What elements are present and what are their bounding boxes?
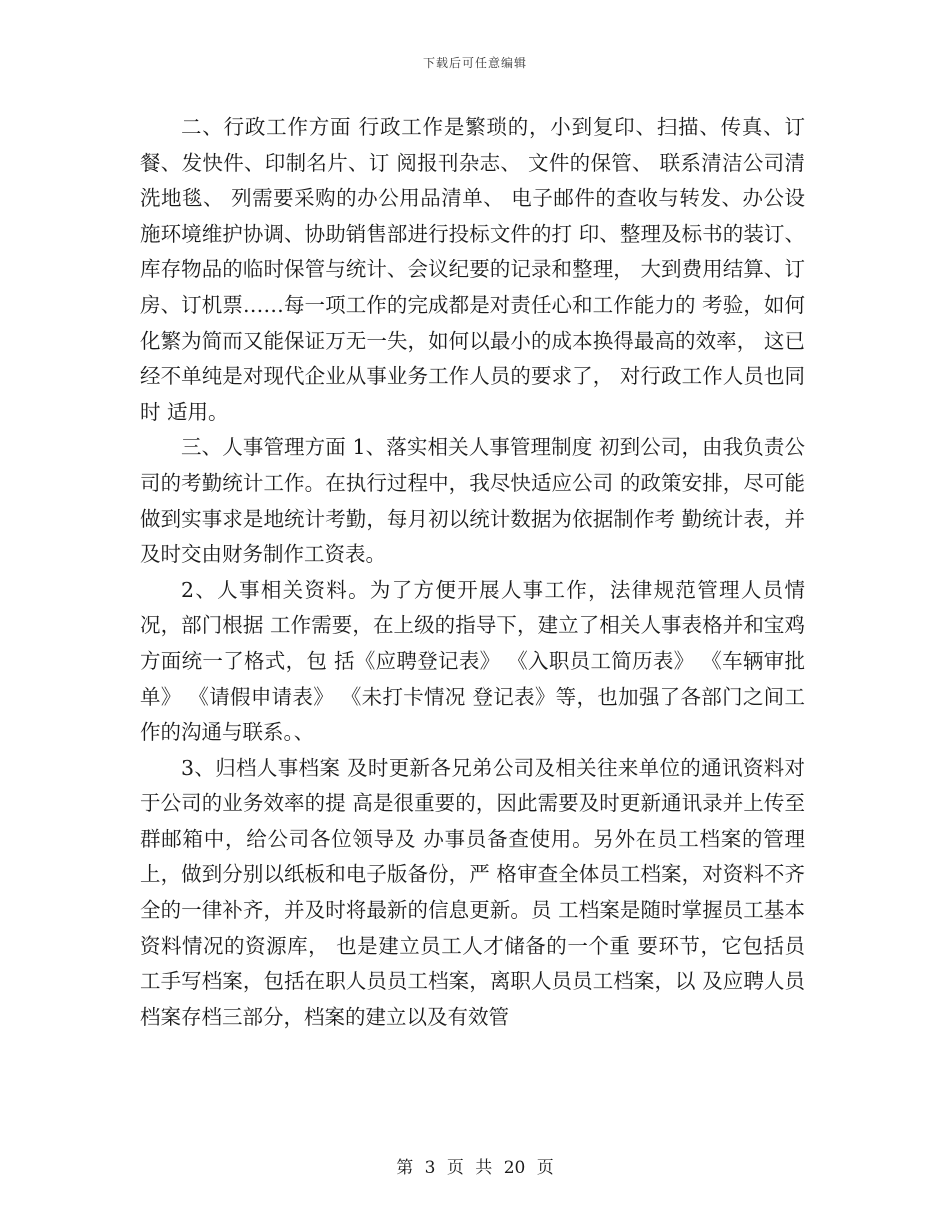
page-number-footer: 第 3 页 共 20 页 bbox=[396, 1158, 554, 1178]
document-body bbox=[140, 110, 805, 1035]
paragraph-hr-archives: 3、归档人事档案 及时更新各兄弟公司及相关往来单位的通讯资料对于公司的业务效率的提 高是很重要的，因此需要及时更新通讯录并上传至群邮箱中，给公司各位领导及 办事员备查使用。另外在员工档案的管理上，做到分别以纸板和电子版备份，严 格审查全体员工档案，对资料不齐全的一律补齐，并及时将最新的信息更新。员 工档案是随时掌握员工基本资料情况的资源库， 也是建立员工人才储备的一个重 要环节，它包括员工手写档案，包括在职人员员工档案，离职人员员工档案，以 及应聘人员档案存档三部分，档案的建立以及有效管 bbox=[140, 755, 805, 1029]
paragraph-hr-materials: 2、人事相关资料。为了方便开展人事工作，法律规范管理人员情况，部门根据 工作需要，在上级的指导下，建立了相关人事表格并和宝鸡方面统一了格式，包 括《应聘登记表》 《入职员工简历表》 《车辆审批单》 《请假申请表》 《未打卡情况 登记表》等，也加强了各部门之间工作的沟通与联系。、 bbox=[140, 577, 805, 745]
paragraph-hr-attendance: 三、人事管理方面 1、落实相关人事管理制度 初到公司，由我负责公司的考勤统计工作。在执行过程中，我尽快适应公司 的政策安排，尽可能做到实事求是地统计考勤，每月初以统计数据为依据制作考 勤统计表，并及时交由财务制作工资表。 bbox=[140, 435, 805, 567]
page-header: 下载后可任意编辑 bbox=[422, 56, 527, 70]
paragraph-admin-work: 二、行政工作方面 行政工作是繁琐的，小到复印、扫描、传真、订餐、发快件、印制名片、订 阅报刊杂志、 文件的保管、 联系清洁公司清洗地毯、 列需要采购的办公用品清单、 电子邮件的查收与转发、办公设施环境维护协调、协助销售部进行投标文件的打 印、整理及标书的装订、库存物品的临时保管与统计、会议纪要的记录和整理， 大到费用结算、订房、订机票……每一项工作的完成都是对责任心和工作能力的 考验，如何化繁为简而又能保证万无一失，如何以最小的成本换得最高的效率， 这已经不单纯是对现代企业从事业务工作人员的要求了， 对行政工作人员也同时 适用。 bbox=[140, 115, 805, 424]
